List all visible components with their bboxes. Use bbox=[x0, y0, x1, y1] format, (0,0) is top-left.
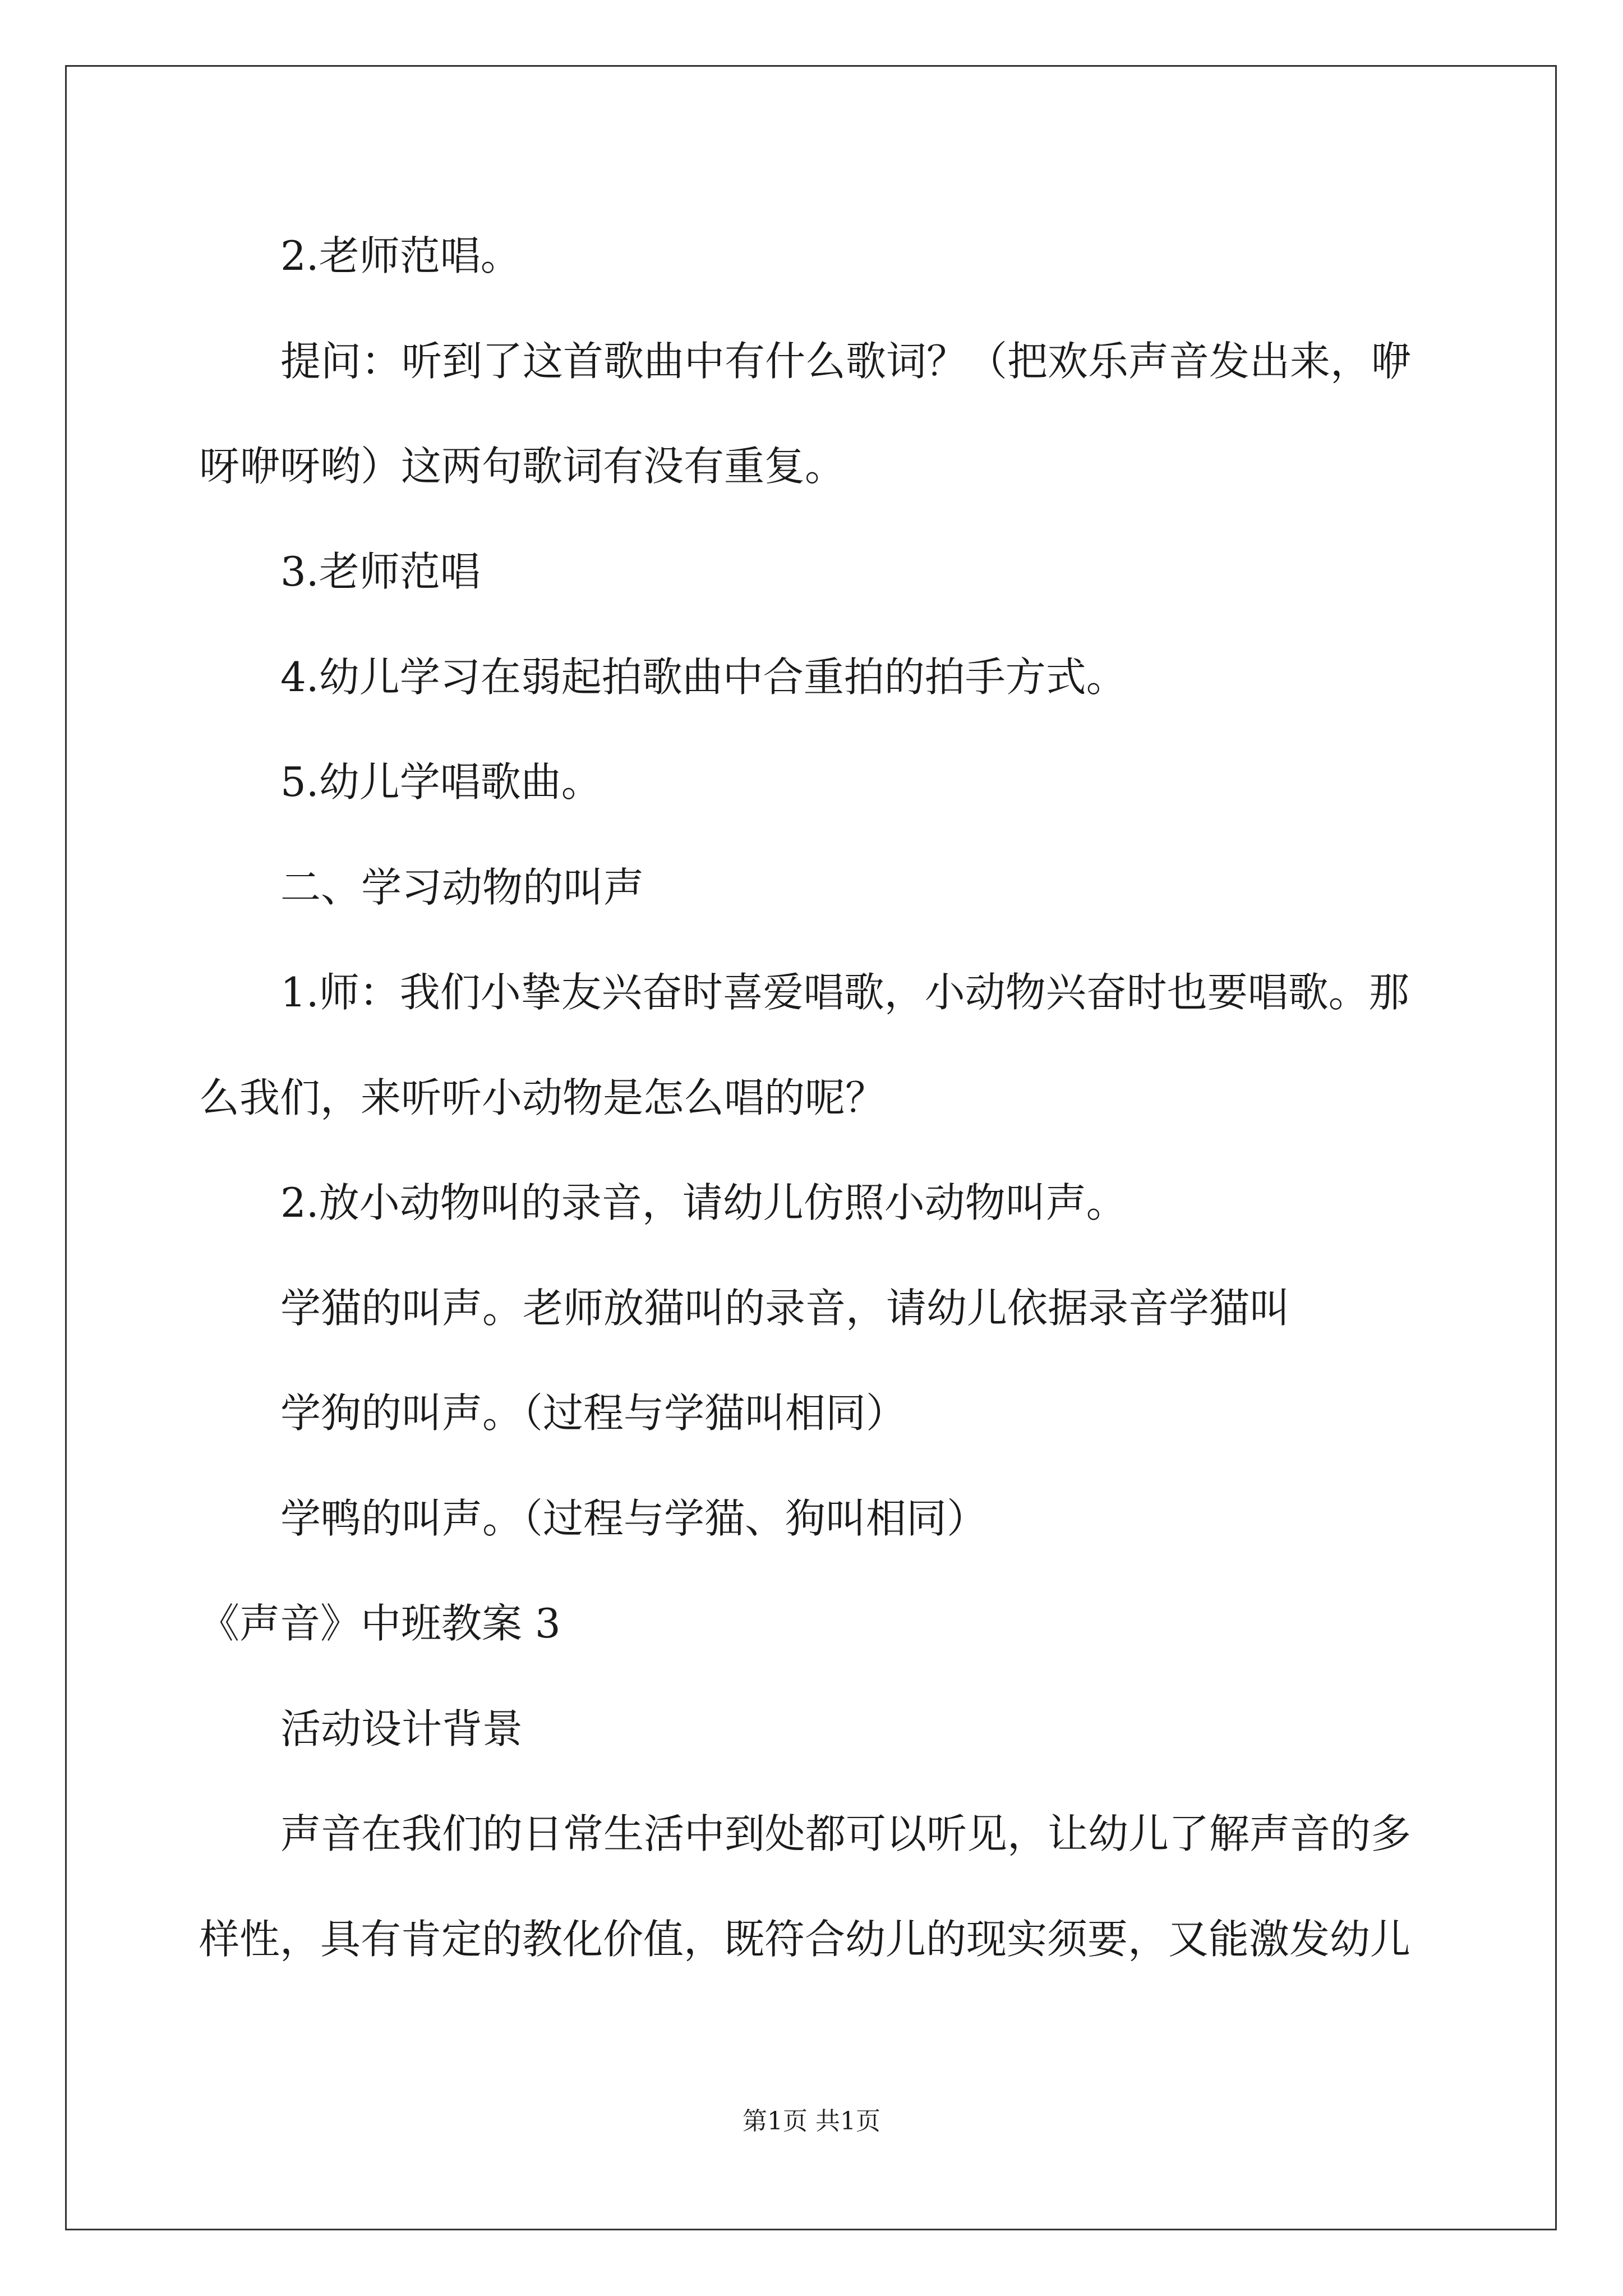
paragraph-line: 学猫的叫声。老师放猫叫的录音，请幼儿依据录音学猫叫 bbox=[280, 1285, 1290, 1332]
paragraph-line: 3.老师范唱 bbox=[280, 548, 481, 595]
paragraph-line: 提问：听到了这首歌曲中有什么歌词？（把欢乐声音发出来，咿 bbox=[280, 338, 1412, 385]
paragraph-line: 呀咿呀哟）这两句歌词有没有重复。 bbox=[199, 443, 846, 490]
paragraph-line: 声音在我们的日常生活中到处都可以听见，让幼儿了解声音的多 bbox=[280, 1810, 1412, 1857]
paragraph-line: 学鸭的叫声。（过程与学猫、狗叫相同） bbox=[280, 1495, 988, 1542]
lesson-title: 《声音》中班教案 3 bbox=[199, 1600, 561, 1647]
paragraph-line: 2.老师范唱。 bbox=[280, 232, 521, 279]
paragraph-line: 样性，具有肯定的教化价值，既符合幼儿的现实须要，又能激发幼儿 bbox=[199, 1916, 1411, 1963]
paragraph-line: 学狗的叫声。（过程与学猫叫相同） bbox=[280, 1389, 907, 1437]
page-footer: 第1页 共1页 bbox=[743, 2107, 880, 2136]
paragraph-line: 么我们，来听听小动物是怎么唱的呢？ bbox=[199, 1074, 886, 1121]
paragraph-line: 5.幼儿学唱歌曲。 bbox=[280, 758, 602, 806]
paragraph-line: 1.师：我们小挚友兴奋时喜爱唱歌，小动物兴奋时也要唱歌。那 bbox=[280, 969, 1409, 1016]
paragraph-line: 4.幼儿学习在弱起拍歌曲中合重拍的拍手方式。 bbox=[280, 654, 1127, 701]
section-heading: 活动设计背景 bbox=[280, 1705, 523, 1752]
paragraph-line: 2.放小动物叫的录音，请幼儿仿照小动物叫声。 bbox=[280, 1179, 1127, 1226]
section-heading: 二、学习动物的叫声 bbox=[280, 864, 644, 911]
page-border bbox=[65, 65, 1557, 2230]
